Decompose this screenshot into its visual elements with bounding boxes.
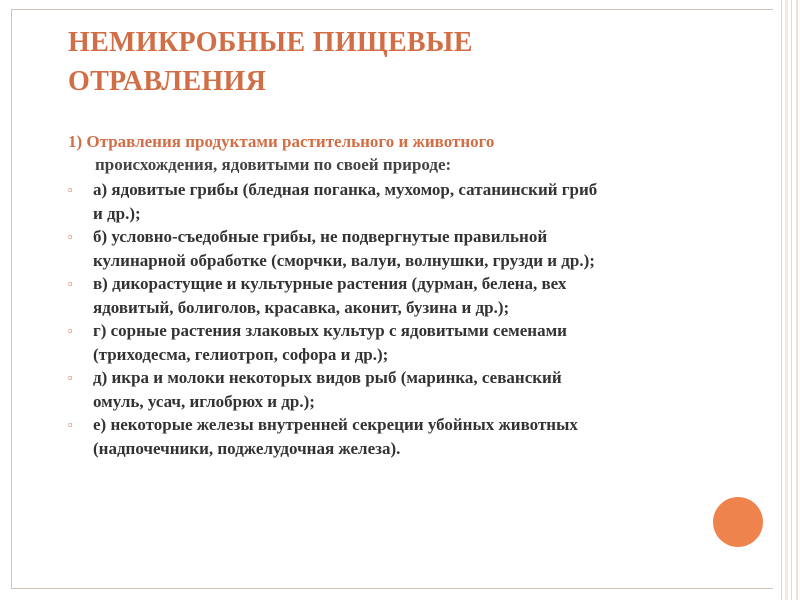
item-text-line-2: кулинарной обработке (сморчки, валуи, волнушки, грузди и др.); (93, 250, 595, 270)
intro-line-1: 1) Отравления продуктами растительного и животного (68, 132, 495, 151)
intro-line-2: происхождения, ядовитыми по своей природе: (95, 155, 452, 174)
list-item (68, 272, 718, 319)
item-text-line-2: омуль, усач, иглобрюх и др.); (93, 391, 315, 411)
item-text-line-1: д) икра и молоки некоторых видов рыб (маринка, севанский (93, 368, 562, 387)
item-text-line-2: (триходесма, гелиотроп, софора и др.); (93, 344, 389, 364)
bullet-icon: ▫ (68, 276, 73, 291)
item-text-line-2: и др.); (93, 203, 141, 223)
bullet-icon: ▫ (68, 370, 73, 385)
list-item (68, 413, 718, 460)
list-item (68, 225, 718, 272)
stripe-line (785, 0, 788, 600)
bullet-icon: ▫ (68, 323, 73, 338)
title-line-2: ОТРАВЛЕНИЯ (68, 66, 267, 97)
item-text-line-1: в) дикорастущие и культурные растения (дурман, белена, вех (93, 274, 567, 293)
item-text-line-2: (надпочечники, поджелудочная железа). (93, 438, 401, 458)
item-text-line-1: г) сорные растения злаковых культур с ядовитыми семенами (93, 321, 567, 340)
stripe-line (796, 0, 798, 600)
bullet-icon: ▫ (68, 417, 73, 432)
stripe-line (791, 0, 792, 600)
title-line-1: НЕМИКРОБНЫЕ ПИЩЕВЫЕ (68, 27, 473, 58)
item-text-line-1: б) условно-съедобные грибы, не подвергнутые правильной (93, 227, 548, 246)
stripe-line (781, 0, 782, 600)
decorative-circle (713, 497, 763, 547)
item-text-line-1: е) некоторые железы внутренней секреции убойных животных (93, 415, 578, 434)
list-item (68, 366, 718, 413)
bullet-list (68, 178, 718, 460)
list-item (68, 319, 718, 366)
item-text-line-2: ядовитый, болиголов, красавка, аконит, бузина и др.); (93, 297, 510, 317)
item-text-line-1: а) ядовитые грибы (бледная поганка, мухомор, сатанинский гриб (93, 180, 598, 199)
bullet-icon: ▫ (68, 182, 73, 197)
slide-title (68, 23, 668, 101)
list-item (68, 178, 718, 225)
bullet-icon: ▫ (68, 229, 73, 244)
intro-paragraph (68, 130, 708, 176)
